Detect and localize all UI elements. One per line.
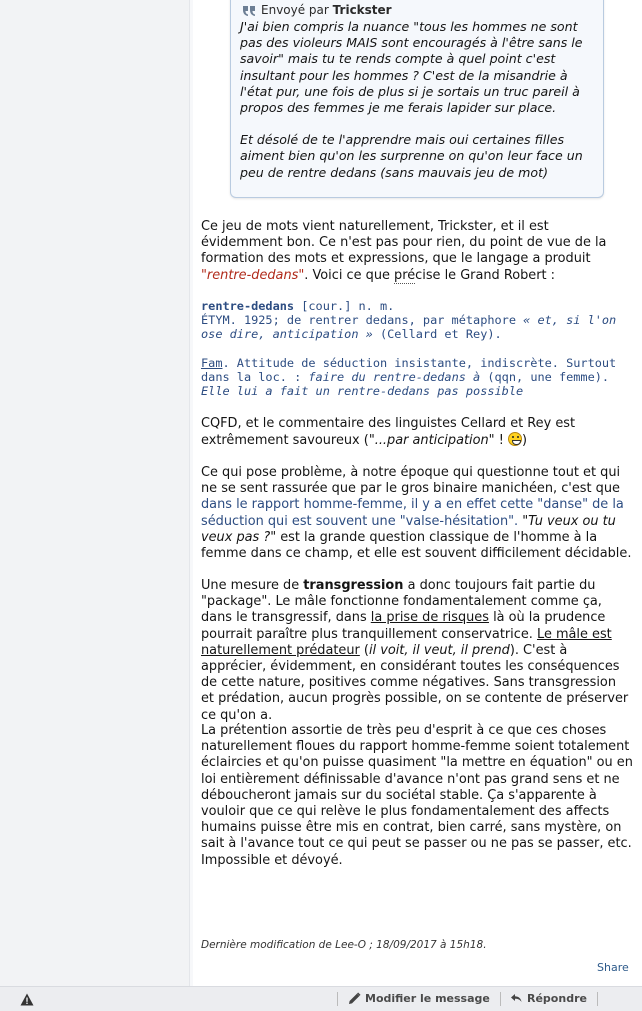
reply-button[interactable]	[510, 992, 587, 1005]
quote-text	[240, 19, 594, 181]
dictionary-definition: Fam. Attitude de séduction insistante, indiscrète. Surtout dans la loc. : faire du rentre-dedans à (qqn, une femme). Elle lui a fait un rentre-dedans pas possible	[201, 356, 617, 399]
share-link[interactable]: Share	[597, 961, 629, 974]
footer-separator	[337, 992, 338, 1006]
dictionary-entry: rentre-dedans [cour.] n. m. ÉTYM. 1925; de rentrer dedans, par métaphore « et, si l'on ose dire, anticipation » (Cellard et Rey).	[201, 299, 617, 342]
highlighted-term: "rentre-dedans"	[201, 267, 305, 283]
quote-header	[242, 3, 392, 17]
reply-icon	[510, 992, 523, 1005]
edit-post-label: Modifier le message	[365, 992, 490, 1005]
reply-label: Répondre	[527, 992, 587, 1005]
last-modified-note: Dernière modification de Lee-O ; 18/09/2017 à 15h18.	[201, 939, 487, 951]
quote-paragraph-1: J'ai bien compris la nuance "tous les hommes ne sont pas des violeurs MAIS sont encouragés à l'être sans le savoir" mais tu te rends compte à quel point c'est insultant pour les hommes ? C'est de la misandrie à l'état pur, une fois de plus si je sortais un truc pareil à propos des femmes je me ferais lapider sur place.	[240, 19, 583, 116]
pencil-icon	[348, 992, 361, 1005]
post-paragraph-3: Ce qui pose problème, à notre époque qui questionne tout et qui ne se sent rassurée que par le gros binaire manichéen, c'est que dans le rapport homme-femme, il y a en effet cette "danse" de la séduction qui est souvent une "valse-hésitation". "Tu veux ou tu veux pas ?" est la grande question classique de l'homme à la femme dans ce champ, et elle est souvent difficilement décidable.	[201, 465, 632, 562]
quote-sent-by: Envoyé par	[261, 3, 329, 17]
user-info-column	[0, 0, 190, 986]
footer-separator	[597, 992, 598, 1006]
quote-author[interactable]: Trickster	[332, 3, 392, 17]
footer-separator	[500, 992, 501, 1006]
column-divider	[190, 0, 193, 986]
post-paragraph-2: CQFD, et le commentaire des linguistes Cellard et Rey est extrêmement savoureux ("...par anticipation" ! )	[201, 416, 576, 449]
quote-icon	[242, 5, 256, 16]
post-paragraph-4: Une mesure de transgression a donc toujours fait partie du "package". Le mâle fonctionne fondamentalement comme ça, dans le transgressif, dans la prise de risques là où la prudence pourrait paraître plus tranquillement conservatrice. Le mâle est naturellement prédateur (il voit, il veut, il prend). C'est à apprécier, évidemment, en considérant toutes les conséquences de cette nature, positives comme négatives. Sans transgression et prédation, aucun progrès possible, on se contente de préserver ce qu'on a.	[201, 578, 629, 723]
quote-paragraph-2: Et désolé de te l'apprendre mais oui certaines filles aiment bien qu'on les surprenne on qu'on leur face un peu de rentre dedans (sans mauvais jeu de mot)	[240, 132, 583, 180]
quote-box	[230, 0, 604, 198]
laughing-smiley-icon	[508, 432, 522, 446]
post-paragraph-5: La prétention assortie de très peu d'esprit à ce que ces choses naturellement floues du rapport homme-femme soient totalement éclaircies et qu'on puisse quasiment "la mettre en équation" ou en loi entièrement définissable d'avance n'ont pas grand sens et ne déboucheront jamais sur du sociétal stable. Ça s'apparente à vouloir que ce qui relève le plus fondamentalement des affects humains puisse être mis en contrat, bien carré, sans mystère, on sait à l'avance tout ce qui peut se passer ou ne pas se passer, etc. Impossible et dévoyé.	[201, 723, 633, 868]
edit-post-button[interactable]	[348, 992, 490, 1005]
dictionary-headword: rentre-dedans	[201, 299, 295, 313]
post-footer	[0, 986, 642, 1011]
post-paragraph-1: Ce jeu de mots vient naturellement, Trickster, et il est évidemment bon. Ce n'est pas pour rien, du point de vue de la formation des mots et expressions, que le langage a produit "rentre-dedans". Voici ce que précise le Grand Robert :	[201, 219, 607, 283]
warning-icon[interactable]	[20, 993, 34, 1006]
